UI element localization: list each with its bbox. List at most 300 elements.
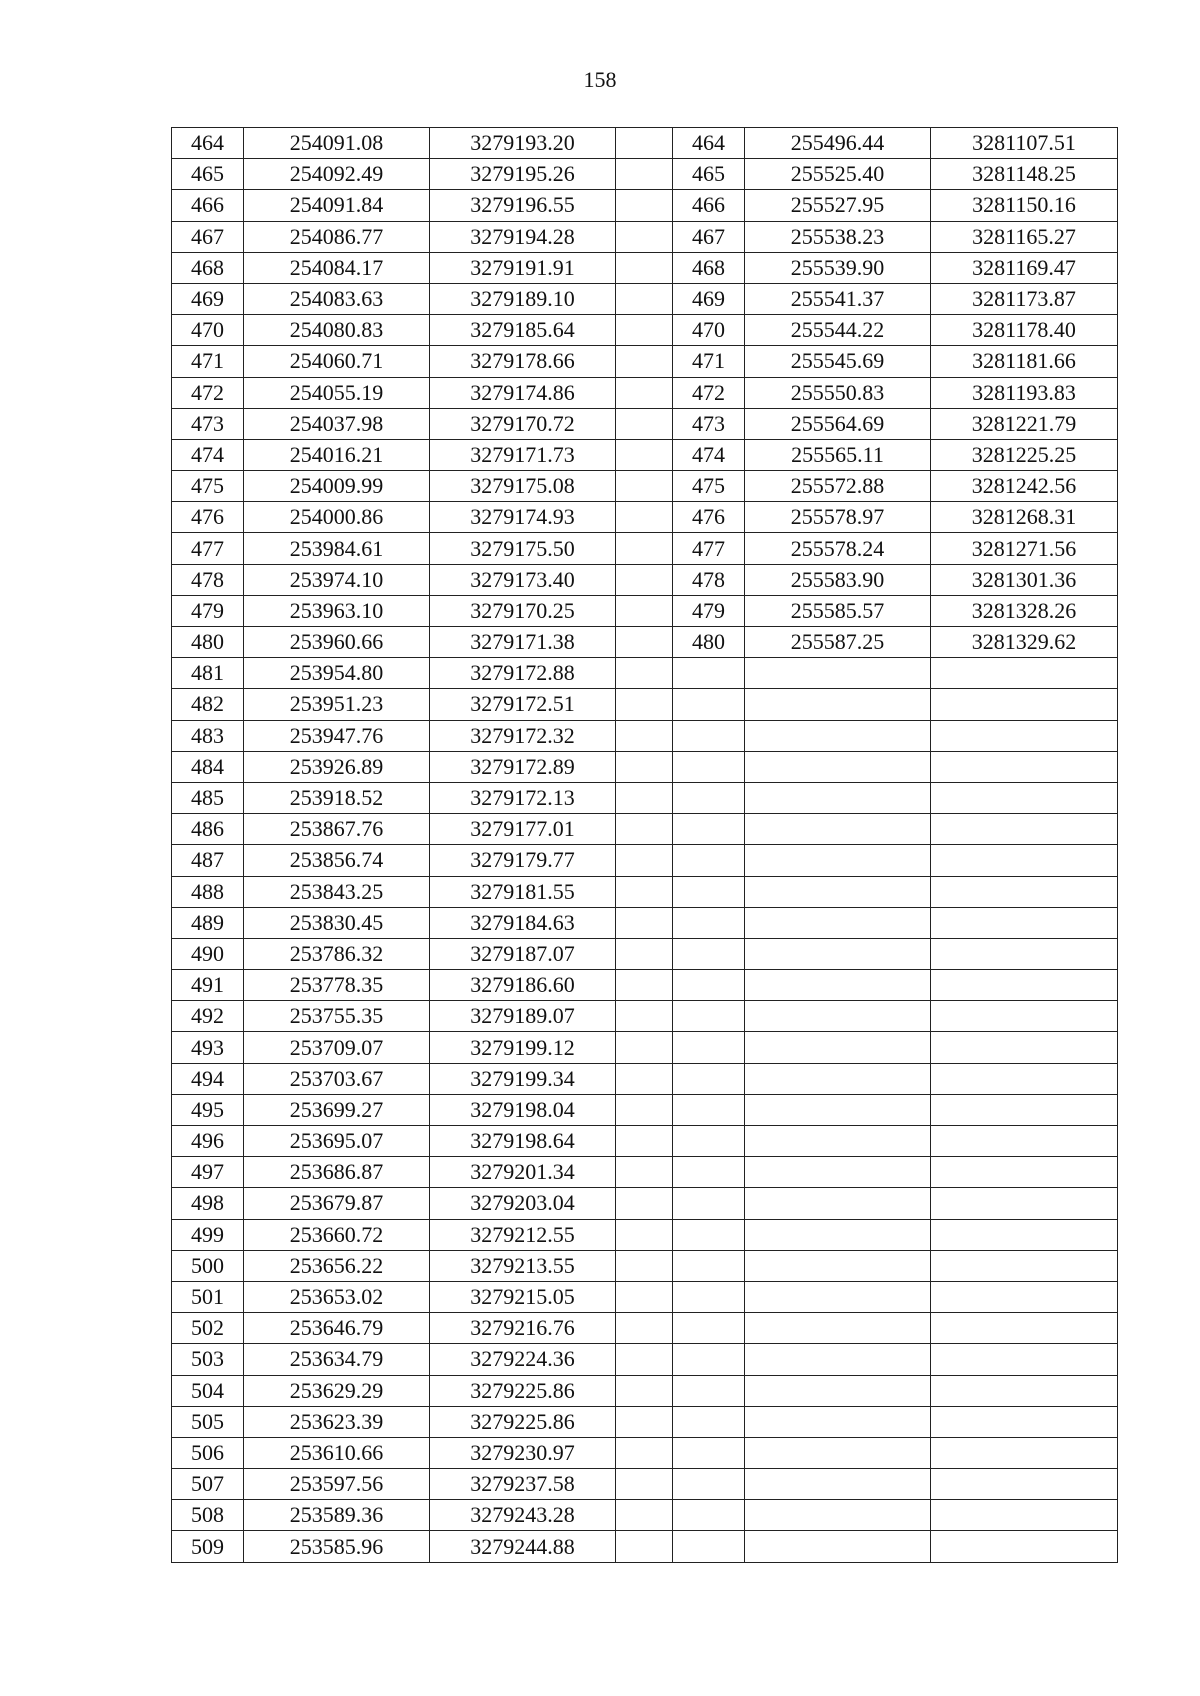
table-row xyxy=(172,533,1118,564)
right-point-number-cell xyxy=(673,876,745,907)
left-point-number-cell: 466 xyxy=(172,190,244,221)
right-x-coordinate-cell: 255583.90 xyxy=(745,564,931,595)
table-row xyxy=(172,627,1118,658)
right-x-coordinate-cell xyxy=(745,1250,931,1281)
spacer-cell xyxy=(616,1531,673,1562)
right-y-coordinate-cell xyxy=(931,1313,1118,1344)
left-point-number-cell: 486 xyxy=(172,814,244,845)
table-row xyxy=(172,845,1118,876)
right-x-coordinate-cell xyxy=(745,907,931,938)
spacer-cell xyxy=(616,283,673,314)
right-x-coordinate-cell: 255587.25 xyxy=(745,627,931,658)
right-x-coordinate-cell xyxy=(745,658,931,689)
spacer-cell xyxy=(616,1281,673,1312)
spacer-cell xyxy=(616,782,673,813)
table-row xyxy=(172,221,1118,252)
right-point-number-cell xyxy=(673,1219,745,1250)
left-y-coordinate-cell: 3279194.28 xyxy=(430,221,616,252)
left-y-coordinate-cell: 3279172.32 xyxy=(430,720,616,751)
left-point-number-cell: 506 xyxy=(172,1437,244,1468)
table-row xyxy=(172,346,1118,377)
right-y-coordinate-cell: 3281271.56 xyxy=(931,533,1118,564)
right-point-number-cell xyxy=(673,1500,745,1531)
left-point-number-cell: 482 xyxy=(172,689,244,720)
left-x-coordinate-cell: 253974.10 xyxy=(244,564,430,595)
left-point-number-cell: 474 xyxy=(172,439,244,470)
right-y-coordinate-cell: 3281181.66 xyxy=(931,346,1118,377)
right-x-coordinate-cell xyxy=(745,814,931,845)
table-row xyxy=(172,595,1118,626)
right-point-number-cell xyxy=(673,907,745,938)
spacer-cell xyxy=(616,1157,673,1188)
spacer-cell xyxy=(616,533,673,564)
right-x-coordinate-cell xyxy=(745,1001,931,1032)
right-point-number-cell: 469 xyxy=(673,283,745,314)
table-row xyxy=(172,907,1118,938)
right-point-number-cell: 477 xyxy=(673,533,745,564)
right-y-coordinate-cell xyxy=(931,751,1118,782)
left-point-number-cell: 504 xyxy=(172,1375,244,1406)
table-row xyxy=(172,439,1118,470)
left-y-coordinate-cell: 3279172.88 xyxy=(430,658,616,689)
right-y-coordinate-cell xyxy=(931,876,1118,907)
left-y-coordinate-cell: 3279175.08 xyxy=(430,471,616,502)
spacer-cell xyxy=(616,658,673,689)
left-y-coordinate-cell: 3279224.36 xyxy=(430,1344,616,1375)
left-y-coordinate-cell: 3279230.97 xyxy=(430,1437,616,1468)
right-y-coordinate-cell: 3281328.26 xyxy=(931,595,1118,626)
right-point-number-cell: 480 xyxy=(673,627,745,658)
right-y-coordinate-cell: 3281173.87 xyxy=(931,283,1118,314)
right-x-coordinate-cell xyxy=(745,1281,931,1312)
left-point-number-cell: 492 xyxy=(172,1001,244,1032)
left-point-number-cell: 508 xyxy=(172,1500,244,1531)
left-y-coordinate-cell: 3279243.28 xyxy=(430,1500,616,1531)
left-x-coordinate-cell: 254055.19 xyxy=(244,377,430,408)
right-x-coordinate-cell xyxy=(745,1437,931,1468)
left-x-coordinate-cell: 253947.76 xyxy=(244,720,430,751)
right-x-coordinate-cell: 255572.88 xyxy=(745,471,931,502)
left-point-number-cell: 481 xyxy=(172,658,244,689)
left-point-number-cell: 496 xyxy=(172,1126,244,1157)
right-y-coordinate-cell xyxy=(931,1406,1118,1437)
right-point-number-cell: 467 xyxy=(673,221,745,252)
right-point-number-cell xyxy=(673,1094,745,1125)
right-x-coordinate-cell xyxy=(745,1188,931,1219)
spacer-cell xyxy=(616,751,673,782)
spacer-cell xyxy=(616,720,673,751)
right-x-coordinate-cell xyxy=(745,1531,931,1562)
left-point-number-cell: 494 xyxy=(172,1063,244,1094)
right-point-number-cell: 475 xyxy=(673,471,745,502)
right-y-coordinate-cell: 3281165.27 xyxy=(931,221,1118,252)
left-point-number-cell: 465 xyxy=(172,159,244,190)
right-point-number-cell: 464 xyxy=(673,128,745,159)
right-x-coordinate-cell: 255496.44 xyxy=(745,128,931,159)
spacer-cell xyxy=(616,1094,673,1125)
spacer-cell xyxy=(616,814,673,845)
left-x-coordinate-cell: 253951.23 xyxy=(244,689,430,720)
right-point-number-cell xyxy=(673,814,745,845)
spacer-cell xyxy=(616,845,673,876)
right-point-number-cell: 466 xyxy=(673,190,745,221)
right-point-number-cell xyxy=(673,1032,745,1063)
left-y-coordinate-cell: 3279170.72 xyxy=(430,408,616,439)
left-y-coordinate-cell: 3279215.05 xyxy=(430,1281,616,1312)
left-x-coordinate-cell: 254009.99 xyxy=(244,471,430,502)
spacer-cell xyxy=(616,315,673,346)
left-x-coordinate-cell: 253589.36 xyxy=(244,1500,430,1531)
left-x-coordinate-cell: 254037.98 xyxy=(244,408,430,439)
left-x-coordinate-cell: 253954.80 xyxy=(244,658,430,689)
left-point-number-cell: 500 xyxy=(172,1250,244,1281)
right-point-number-cell: 476 xyxy=(673,502,745,533)
left-point-number-cell: 507 xyxy=(172,1469,244,1500)
table-row xyxy=(172,283,1118,314)
right-point-number-cell: 468 xyxy=(673,252,745,283)
right-point-number-cell xyxy=(673,1157,745,1188)
left-point-number-cell: 480 xyxy=(172,627,244,658)
left-y-coordinate-cell: 3279173.40 xyxy=(430,564,616,595)
left-point-number-cell: 505 xyxy=(172,1406,244,1437)
right-y-coordinate-cell xyxy=(931,938,1118,969)
right-y-coordinate-cell: 3281169.47 xyxy=(931,252,1118,283)
left-x-coordinate-cell: 253960.66 xyxy=(244,627,430,658)
right-x-coordinate-cell: 255578.24 xyxy=(745,533,931,564)
right-x-coordinate-cell xyxy=(745,845,931,876)
left-x-coordinate-cell: 253610.66 xyxy=(244,1437,430,1468)
left-x-coordinate-cell: 253755.35 xyxy=(244,1001,430,1032)
left-x-coordinate-cell: 253623.39 xyxy=(244,1406,430,1437)
left-x-coordinate-cell: 253686.87 xyxy=(244,1157,430,1188)
table-row xyxy=(172,938,1118,969)
table-row xyxy=(172,1406,1118,1437)
table-row xyxy=(172,1313,1118,1344)
right-y-coordinate-cell xyxy=(931,1001,1118,1032)
spacer-cell xyxy=(616,689,673,720)
right-point-number-cell xyxy=(673,1375,745,1406)
right-point-number-cell xyxy=(673,751,745,782)
left-y-coordinate-cell: 3279212.55 xyxy=(430,1219,616,1250)
right-point-number-cell xyxy=(673,1344,745,1375)
right-y-coordinate-cell xyxy=(931,1094,1118,1125)
right-x-coordinate-cell: 255545.69 xyxy=(745,346,931,377)
left-x-coordinate-cell: 253778.35 xyxy=(244,970,430,1001)
right-y-coordinate-cell: 3281329.62 xyxy=(931,627,1118,658)
right-x-coordinate-cell: 255564.69 xyxy=(745,408,931,439)
left-x-coordinate-cell: 253695.07 xyxy=(244,1126,430,1157)
spacer-cell xyxy=(616,502,673,533)
right-y-coordinate-cell xyxy=(931,1281,1118,1312)
right-y-coordinate-cell: 3281268.31 xyxy=(931,502,1118,533)
table-row xyxy=(172,1469,1118,1500)
left-x-coordinate-cell: 254092.49 xyxy=(244,159,430,190)
left-y-coordinate-cell: 3279203.04 xyxy=(430,1188,616,1219)
left-point-number-cell: 469 xyxy=(172,283,244,314)
table-row xyxy=(172,128,1118,159)
right-y-coordinate-cell xyxy=(931,658,1118,689)
right-x-coordinate-cell xyxy=(745,1157,931,1188)
right-x-coordinate-cell xyxy=(745,720,931,751)
table-row xyxy=(172,876,1118,907)
left-y-coordinate-cell: 3279186.60 xyxy=(430,970,616,1001)
table-row xyxy=(172,782,1118,813)
left-point-number-cell: 491 xyxy=(172,970,244,1001)
spacer-cell xyxy=(616,907,673,938)
left-point-number-cell: 484 xyxy=(172,751,244,782)
spacer-cell xyxy=(616,1500,673,1531)
spacer-cell xyxy=(616,1188,673,1219)
left-point-number-cell: 479 xyxy=(172,595,244,626)
table-row xyxy=(172,1250,1118,1281)
right-x-coordinate-cell: 255527.95 xyxy=(745,190,931,221)
table-row xyxy=(172,1157,1118,1188)
right-y-coordinate-cell: 3281178.40 xyxy=(931,315,1118,346)
left-point-number-cell: 475 xyxy=(172,471,244,502)
right-y-coordinate-cell: 3281225.25 xyxy=(931,439,1118,470)
left-point-number-cell: 503 xyxy=(172,1344,244,1375)
left-point-number-cell: 489 xyxy=(172,907,244,938)
left-y-coordinate-cell: 3279196.55 xyxy=(430,190,616,221)
left-x-coordinate-cell: 253926.89 xyxy=(244,751,430,782)
left-point-number-cell: 471 xyxy=(172,346,244,377)
table-row xyxy=(172,970,1118,1001)
right-x-coordinate-cell xyxy=(745,1344,931,1375)
spacer-cell xyxy=(616,595,673,626)
left-point-number-cell: 488 xyxy=(172,876,244,907)
left-y-coordinate-cell: 3279244.88 xyxy=(430,1531,616,1562)
left-x-coordinate-cell: 254016.21 xyxy=(244,439,430,470)
right-y-coordinate-cell xyxy=(931,1063,1118,1094)
left-x-coordinate-cell: 253843.25 xyxy=(244,876,430,907)
right-x-coordinate-cell xyxy=(745,751,931,782)
right-x-coordinate-cell: 255544.22 xyxy=(745,315,931,346)
right-point-number-cell xyxy=(673,1063,745,1094)
right-point-number-cell xyxy=(673,1001,745,1032)
left-x-coordinate-cell: 254084.17 xyxy=(244,252,430,283)
left-point-number-cell: 468 xyxy=(172,252,244,283)
left-x-coordinate-cell: 253709.07 xyxy=(244,1032,430,1063)
left-x-coordinate-cell: 253699.27 xyxy=(244,1094,430,1125)
table-row xyxy=(172,1437,1118,1468)
left-y-coordinate-cell: 3279213.55 xyxy=(430,1250,616,1281)
spacer-cell xyxy=(616,1469,673,1500)
left-point-number-cell: 487 xyxy=(172,845,244,876)
right-y-coordinate-cell xyxy=(931,1219,1118,1250)
right-point-number-cell xyxy=(673,1126,745,1157)
right-point-number-cell: 479 xyxy=(673,595,745,626)
spacer-cell xyxy=(616,970,673,1001)
left-point-number-cell: 502 xyxy=(172,1313,244,1344)
right-y-coordinate-cell xyxy=(931,1344,1118,1375)
table-row xyxy=(172,252,1118,283)
spacer-cell xyxy=(616,627,673,658)
left-y-coordinate-cell: 3279177.01 xyxy=(430,814,616,845)
table-row xyxy=(172,1126,1118,1157)
left-x-coordinate-cell: 254091.08 xyxy=(244,128,430,159)
right-point-number-cell xyxy=(673,689,745,720)
right-y-coordinate-cell xyxy=(931,1469,1118,1500)
right-x-coordinate-cell xyxy=(745,1469,931,1500)
right-x-coordinate-cell: 255578.97 xyxy=(745,502,931,533)
right-x-coordinate-cell: 255585.57 xyxy=(745,595,931,626)
spacer-cell xyxy=(616,471,673,502)
left-y-coordinate-cell: 3279184.63 xyxy=(430,907,616,938)
left-x-coordinate-cell: 253597.56 xyxy=(244,1469,430,1500)
spacer-cell xyxy=(616,1406,673,1437)
table-row xyxy=(172,1063,1118,1094)
right-x-coordinate-cell: 255550.83 xyxy=(745,377,931,408)
left-y-coordinate-cell: 3279172.89 xyxy=(430,751,616,782)
table-row xyxy=(172,471,1118,502)
left-point-number-cell: 477 xyxy=(172,533,244,564)
left-y-coordinate-cell: 3279195.26 xyxy=(430,159,616,190)
left-x-coordinate-cell: 253984.61 xyxy=(244,533,430,564)
coordinates-table-body xyxy=(172,128,1118,1563)
table-row xyxy=(172,814,1118,845)
right-x-coordinate-cell: 255565.11 xyxy=(745,439,931,470)
left-x-coordinate-cell: 253963.10 xyxy=(244,595,430,626)
left-point-number-cell: 467 xyxy=(172,221,244,252)
right-x-coordinate-cell xyxy=(745,1126,931,1157)
right-y-coordinate-cell xyxy=(931,1437,1118,1468)
left-y-coordinate-cell: 3279199.12 xyxy=(430,1032,616,1063)
table-row xyxy=(172,1500,1118,1531)
spacer-cell xyxy=(616,1126,673,1157)
right-y-coordinate-cell: 3281242.56 xyxy=(931,471,1118,502)
spacer-cell xyxy=(616,377,673,408)
right-x-coordinate-cell xyxy=(745,1375,931,1406)
right-x-coordinate-cell xyxy=(745,1032,931,1063)
right-point-number-cell xyxy=(673,938,745,969)
table-row xyxy=(172,720,1118,751)
left-point-number-cell: 501 xyxy=(172,1281,244,1312)
table-row xyxy=(172,1094,1118,1125)
left-y-coordinate-cell: 3279172.51 xyxy=(430,689,616,720)
left-y-coordinate-cell: 3279175.50 xyxy=(430,533,616,564)
right-y-coordinate-cell xyxy=(931,1250,1118,1281)
spacer-cell xyxy=(616,221,673,252)
right-y-coordinate-cell xyxy=(931,1157,1118,1188)
right-y-coordinate-cell xyxy=(931,1375,1118,1406)
right-point-number-cell xyxy=(673,720,745,751)
table-row xyxy=(172,190,1118,221)
right-point-number-cell xyxy=(673,1281,745,1312)
right-y-coordinate-cell: 3281301.36 xyxy=(931,564,1118,595)
left-y-coordinate-cell: 3279198.64 xyxy=(430,1126,616,1157)
left-point-number-cell: 509 xyxy=(172,1531,244,1562)
right-y-coordinate-cell: 3281221.79 xyxy=(931,408,1118,439)
right-y-coordinate-cell: 3281193.83 xyxy=(931,377,1118,408)
left-y-coordinate-cell: 3279198.04 xyxy=(430,1094,616,1125)
left-x-coordinate-cell: 253679.87 xyxy=(244,1188,430,1219)
right-point-number-cell: 473 xyxy=(673,408,745,439)
right-x-coordinate-cell xyxy=(745,1313,931,1344)
left-y-coordinate-cell: 3279181.55 xyxy=(430,876,616,907)
right-point-number-cell xyxy=(673,1188,745,1219)
right-point-number-cell: 472 xyxy=(673,377,745,408)
spacer-cell xyxy=(616,128,673,159)
right-y-coordinate-cell xyxy=(931,1188,1118,1219)
right-point-number-cell xyxy=(673,1313,745,1344)
table-row xyxy=(172,1188,1118,1219)
left-y-coordinate-cell: 3279216.76 xyxy=(430,1313,616,1344)
right-x-coordinate-cell xyxy=(745,782,931,813)
left-x-coordinate-cell: 254000.86 xyxy=(244,502,430,533)
left-y-coordinate-cell: 3279187.07 xyxy=(430,938,616,969)
left-x-coordinate-cell: 253629.29 xyxy=(244,1375,430,1406)
right-x-coordinate-cell: 255538.23 xyxy=(745,221,931,252)
spacer-cell xyxy=(616,252,673,283)
table-row xyxy=(172,658,1118,689)
left-y-coordinate-cell: 3279225.86 xyxy=(430,1375,616,1406)
right-y-coordinate-cell xyxy=(931,1500,1118,1531)
right-point-number-cell: 470 xyxy=(673,315,745,346)
left-x-coordinate-cell: 253786.32 xyxy=(244,938,430,969)
right-point-number-cell xyxy=(673,970,745,1001)
right-point-number-cell xyxy=(673,1406,745,1437)
left-x-coordinate-cell: 253656.22 xyxy=(244,1250,430,1281)
right-point-number-cell xyxy=(673,1469,745,1500)
left-y-coordinate-cell: 3279189.10 xyxy=(430,283,616,314)
table-row xyxy=(172,1531,1118,1562)
left-x-coordinate-cell: 253867.76 xyxy=(244,814,430,845)
left-point-number-cell: 498 xyxy=(172,1188,244,1219)
right-x-coordinate-cell xyxy=(745,1500,931,1531)
right-x-coordinate-cell xyxy=(745,1094,931,1125)
left-x-coordinate-cell: 253856.74 xyxy=(244,845,430,876)
table-row xyxy=(172,377,1118,408)
spacer-cell xyxy=(616,1063,673,1094)
spacer-cell xyxy=(616,159,673,190)
right-y-coordinate-cell xyxy=(931,907,1118,938)
right-point-number-cell xyxy=(673,782,745,813)
spacer-cell xyxy=(616,1313,673,1344)
right-point-number-cell xyxy=(673,845,745,876)
table-row xyxy=(172,1375,1118,1406)
right-y-coordinate-cell xyxy=(931,970,1118,1001)
spacer-cell xyxy=(616,439,673,470)
right-y-coordinate-cell xyxy=(931,1126,1118,1157)
right-x-coordinate-cell: 255525.40 xyxy=(745,159,931,190)
right-y-coordinate-cell xyxy=(931,689,1118,720)
left-point-number-cell: 483 xyxy=(172,720,244,751)
left-x-coordinate-cell: 253653.02 xyxy=(244,1281,430,1312)
right-x-coordinate-cell xyxy=(745,1063,931,1094)
spacer-cell xyxy=(616,346,673,377)
right-y-coordinate-cell xyxy=(931,782,1118,813)
right-y-coordinate-cell: 3281107.51 xyxy=(931,128,1118,159)
table-row xyxy=(172,1281,1118,1312)
right-x-coordinate-cell xyxy=(745,689,931,720)
right-y-coordinate-cell xyxy=(931,814,1118,845)
left-y-coordinate-cell: 3279237.58 xyxy=(430,1469,616,1500)
left-y-coordinate-cell: 3279225.86 xyxy=(430,1406,616,1437)
right-x-coordinate-cell xyxy=(745,1406,931,1437)
left-y-coordinate-cell: 3279189.07 xyxy=(430,1001,616,1032)
left-x-coordinate-cell: 253830.45 xyxy=(244,907,430,938)
spacer-cell xyxy=(616,1219,673,1250)
table-row xyxy=(172,408,1118,439)
spacer-cell xyxy=(616,1001,673,1032)
left-y-coordinate-cell: 3279174.86 xyxy=(430,377,616,408)
left-x-coordinate-cell: 253634.79 xyxy=(244,1344,430,1375)
table-row xyxy=(172,689,1118,720)
spacer-cell xyxy=(616,876,673,907)
right-point-number-cell: 465 xyxy=(673,159,745,190)
right-x-coordinate-cell xyxy=(745,938,931,969)
right-point-number-cell: 478 xyxy=(673,564,745,595)
